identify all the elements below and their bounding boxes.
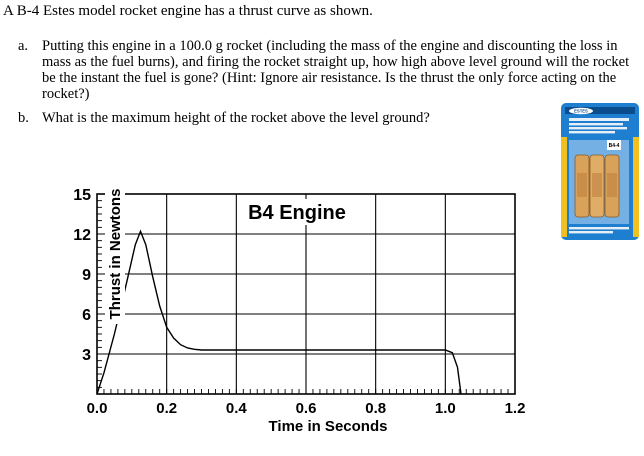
y-tick-label: 3 (82, 347, 91, 364)
y-tick-label: 12 (73, 227, 91, 244)
x-tick-label: 0.4 (225, 400, 247, 417)
x-tick-label: 0.6 (295, 400, 317, 417)
question-b-label: b. (18, 110, 29, 126)
question-b-text: What is the maximum height of the rocket above the level ground? (42, 110, 430, 126)
problem-intro: A B-4 Estes model rocket engine has a thrust curve as shown. (3, 3, 373, 19)
x-tick-labels (87, 400, 526, 417)
x-tick-label: 1.2 (504, 400, 526, 417)
x-tick-label: 0.2 (156, 400, 178, 417)
engine-package-image (561, 103, 639, 240)
y-axis-label: Thrust in Newtons (107, 188, 124, 320)
question-a-label: a. (18, 38, 29, 54)
chart-title-group (240, 199, 354, 225)
brand-logo-text: ESTES (574, 108, 588, 114)
x-tick-label: 1.0 (434, 400, 456, 417)
y-tick-label: 15 (73, 187, 91, 204)
y-axis-label-group (105, 184, 125, 324)
thrust-chart (0, 170, 560, 456)
y-tick-labels (73, 187, 91, 364)
engine-tubes (575, 155, 619, 217)
x-axis-label: Time in Seconds (268, 418, 388, 435)
x-tick-label: 0.8 (365, 400, 387, 417)
question-a-text: Putting this engine in a 100.0 g rocket (including the mass of the engine and discounting the loss in mass as the fuel burns), and firing the rocket straight up, how high above level ground will the rocket be the instant the fuel is gone? (Hint: Ignore air resistance. Is the thrust the only force acting on the rocket?) (42, 38, 630, 102)
y-tick-label: 6 (82, 307, 91, 324)
engine-code-text: B4-4 (608, 143, 620, 149)
chart-title: B4 Engine (248, 202, 346, 224)
y-tick-label: 9 (82, 267, 91, 284)
x-tick-label: 0.0 (86, 400, 108, 417)
